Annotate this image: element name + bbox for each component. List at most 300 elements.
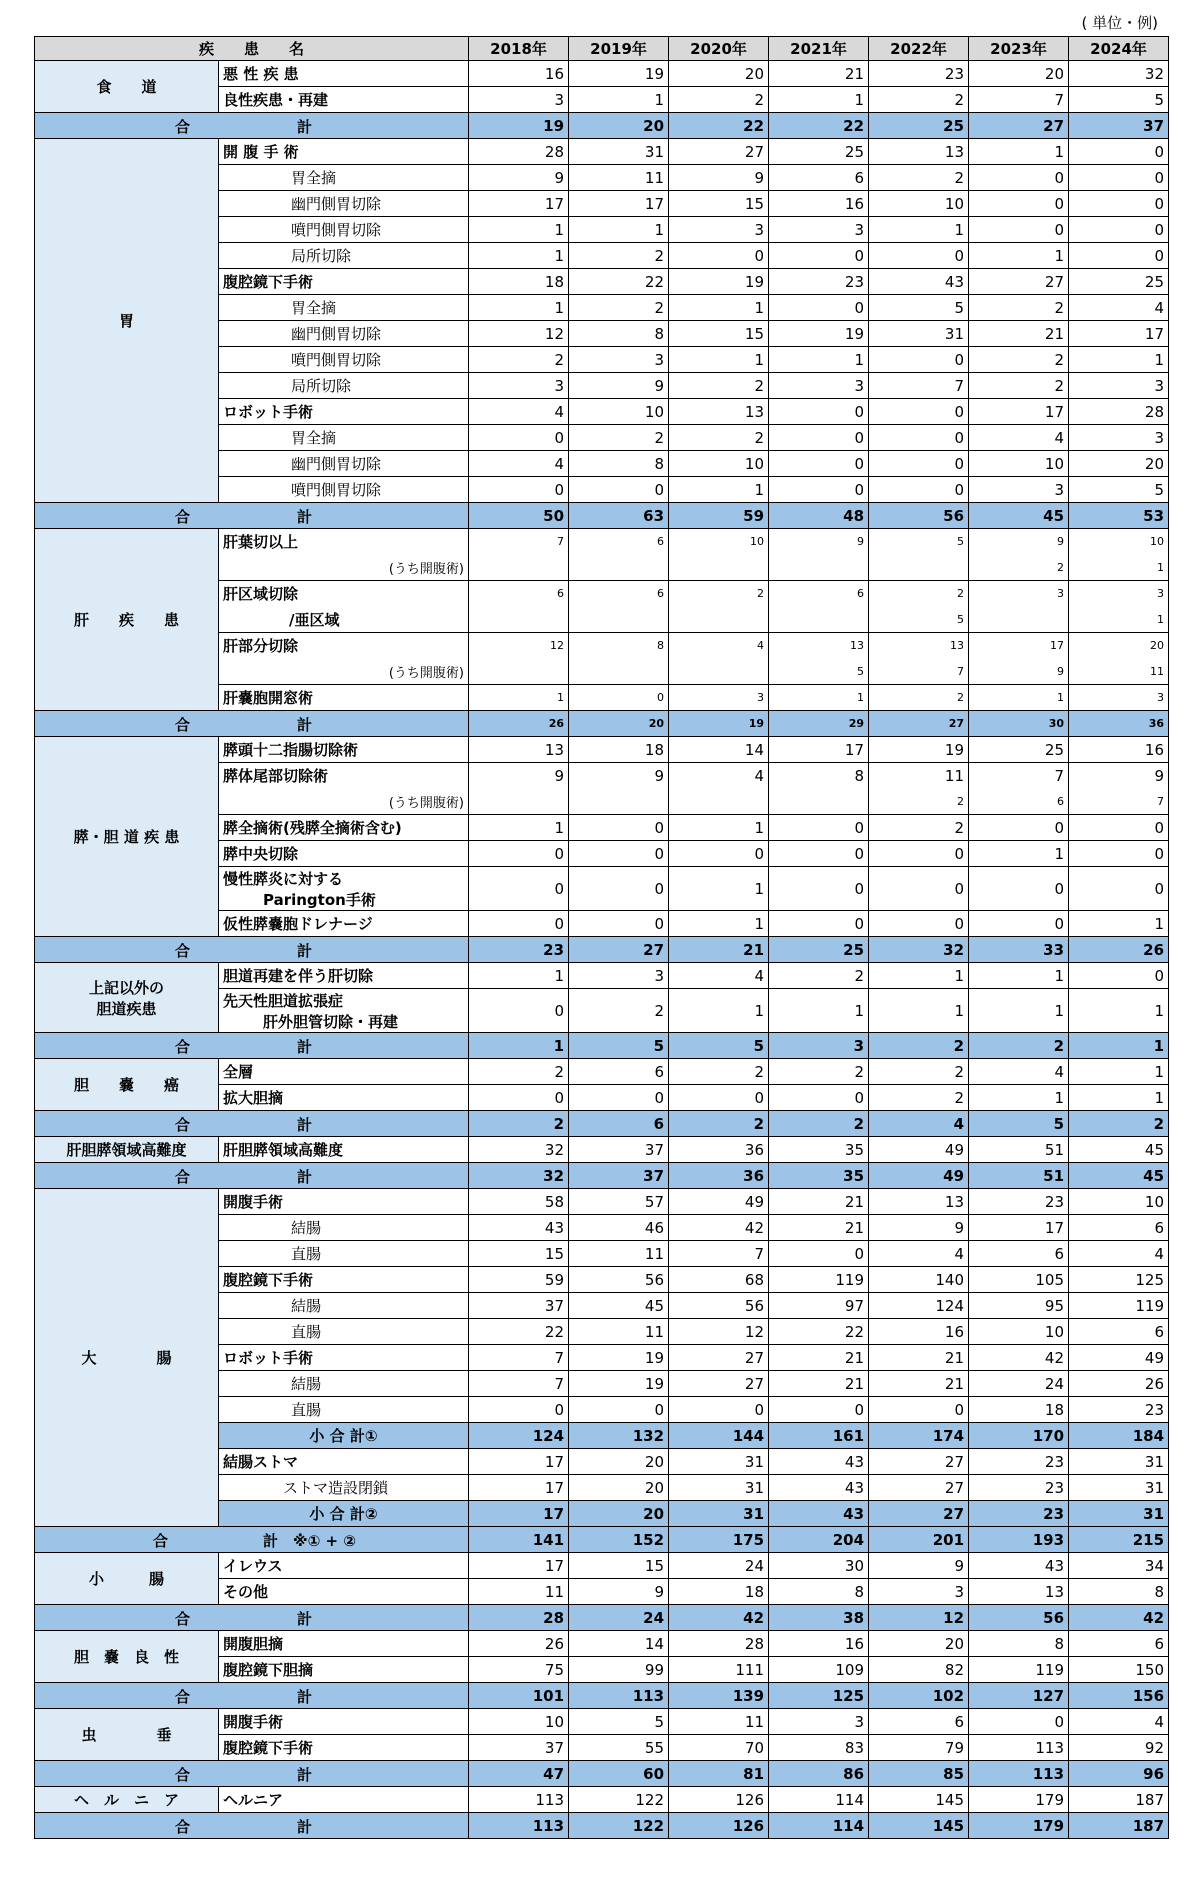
value-cell: 0 [969, 191, 1069, 217]
value-cell: 124 [869, 1293, 969, 1319]
total-label-right: 計 [297, 118, 313, 136]
row-label: その他 [219, 1579, 469, 1605]
value-cell: 1 [669, 911, 769, 937]
value-cell: 6 [569, 581, 669, 607]
value-cell: 5 [869, 295, 969, 321]
value-cell: 46 [569, 1215, 669, 1241]
value-cell: 113 [969, 1735, 1069, 1761]
row-label [219, 867, 469, 911]
value-cell: 12 [669, 1319, 769, 1345]
total-value: 38 [769, 1605, 869, 1631]
surgery-statistics-table [34, 36, 1169, 1839]
value-cell: 92 [1069, 1735, 1169, 1761]
value-cell: 45 [1069, 1137, 1169, 1163]
row-label: 肝区域切除 [219, 581, 469, 607]
value-cell: 10 [669, 529, 769, 555]
value-cell: 4 [869, 1241, 969, 1267]
row-label: ロボット手術 [219, 1345, 469, 1371]
total-value: 59 [669, 503, 769, 529]
value-cell: 0 [1069, 841, 1169, 867]
value-cell: 3 [569, 347, 669, 373]
row-label: 肝部分切除 [219, 633, 469, 659]
total-value: 85 [869, 1761, 969, 1787]
value-cell: 125 [1069, 1267, 1169, 1293]
table-row [35, 1709, 1169, 1735]
value-cell: 12 [469, 321, 569, 347]
value-cell: 55 [569, 1735, 669, 1761]
value-cell: 2 [569, 295, 669, 321]
value-cell: 25 [1069, 269, 1169, 295]
value-cell: 31 [669, 1501, 769, 1527]
row-label [219, 989, 469, 1033]
value-cell: 122 [569, 1787, 669, 1813]
value-cell: 20 [569, 1449, 669, 1475]
value-cell: 0 [769, 477, 869, 503]
value-cell: 21 [769, 1189, 869, 1215]
unit-label: ( 単位・例) [1081, 14, 1158, 32]
total-value: 125 [769, 1683, 869, 1709]
value-cell: 7 [869, 659, 969, 685]
value-cell: 6 [769, 165, 869, 191]
total-value: 113 [469, 1813, 569, 1839]
value-cell: 3 [969, 477, 1069, 503]
value-cell: 95 [969, 1293, 1069, 1319]
total-value: 20 [569, 113, 669, 139]
value-cell: 20 [569, 1501, 669, 1527]
total-value: 6 [569, 1111, 669, 1137]
row-label: 胃全摘 [219, 295, 469, 321]
total-label-right: 計 [297, 1168, 313, 1186]
value-cell [669, 607, 769, 633]
row-label: 結腸 [219, 1293, 469, 1319]
total-value: 24 [569, 1605, 669, 1631]
value-cell: 34 [1069, 1553, 1169, 1579]
value-cell: 16 [769, 191, 869, 217]
value-cell: 6 [1069, 1215, 1169, 1241]
value-cell: 6 [769, 581, 869, 607]
row-label: 噴門側胃切除 [219, 217, 469, 243]
total-value: 2 [769, 1111, 869, 1137]
value-cell: 19 [669, 269, 769, 295]
value-cell: 3 [769, 1709, 869, 1735]
value-cell: 27 [869, 1449, 969, 1475]
row-label: 結腸 [219, 1215, 469, 1241]
total-label-right: 計 [297, 942, 313, 960]
value-cell: 11 [569, 1319, 669, 1345]
row-label: ヘルニア [219, 1787, 469, 1813]
total-label-right: 計 ※① + ② [263, 1532, 356, 1550]
value-cell [569, 789, 669, 815]
value-cell: 6 [569, 529, 669, 555]
value-cell: 7 [1069, 789, 1169, 815]
value-cell: 2 [669, 581, 769, 607]
row-label: 結腸ストマ [219, 1449, 469, 1475]
value-cell: 31 [669, 1449, 769, 1475]
value-cell: 21 [769, 61, 869, 87]
value-cell: 49 [869, 1137, 969, 1163]
category-name: 上記以外の [88, 978, 164, 997]
value-cell: 23 [969, 1449, 1069, 1475]
value-cell: 1 [869, 963, 969, 989]
total-value: 37 [1069, 113, 1169, 139]
value-cell: 14 [569, 1631, 669, 1657]
row-label: ストマ造設閉鎖 [219, 1475, 469, 1501]
value-cell: 17 [969, 1215, 1069, 1241]
value-cell: 145 [869, 1787, 969, 1813]
value-cell: 35 [769, 1137, 869, 1163]
total-value: 51 [969, 1163, 1069, 1189]
value-cell: 124 [469, 1423, 569, 1449]
value-cell: 0 [569, 841, 669, 867]
value-cell: 1 [669, 295, 769, 321]
row-label: 噴門側胃切除 [219, 347, 469, 373]
total-row [35, 1033, 1169, 1059]
value-cell: 9 [969, 529, 1069, 555]
value-cell: 51 [969, 1137, 1069, 1163]
value-cell: 3 [669, 685, 769, 711]
value-cell: 19 [569, 1371, 669, 1397]
value-cell: 17 [769, 737, 869, 763]
total-row [35, 1527, 1169, 1553]
value-cell: 6 [1069, 1631, 1169, 1657]
row-label: (うち開腹術) [219, 789, 469, 815]
value-cell: 0 [469, 841, 569, 867]
value-cell: 0 [769, 815, 869, 841]
value-cell: 105 [969, 1267, 1069, 1293]
row-label: 幽門側胃切除 [219, 321, 469, 347]
row-label-line1: 慢性膵炎に対する [223, 869, 344, 888]
value-cell: 1 [1069, 989, 1169, 1033]
total-row [35, 1163, 1169, 1189]
value-cell: 0 [469, 911, 569, 937]
value-cell: 43 [769, 1501, 869, 1527]
value-cell [769, 789, 869, 815]
category-name: 肝胆膵領域高難度 [66, 1141, 187, 1159]
total-label [35, 1111, 469, 1137]
value-cell: 24 [969, 1371, 1069, 1397]
total-value: 101 [469, 1683, 569, 1709]
value-cell: 5 [569, 1709, 669, 1735]
value-cell: 161 [769, 1423, 869, 1449]
value-cell: 13 [869, 633, 969, 659]
total-value: 48 [769, 503, 869, 529]
value-cell: 32 [1069, 61, 1169, 87]
value-cell: 25 [969, 737, 1069, 763]
value-cell: 36 [669, 1137, 769, 1163]
value-cell: 13 [669, 399, 769, 425]
value-cell: 17 [469, 191, 569, 217]
value-cell: 31 [669, 1475, 769, 1501]
row-label: 膵体尾部切除術 [219, 763, 469, 789]
value-cell: 18 [669, 1579, 769, 1605]
value-cell: 13 [869, 139, 969, 165]
value-cell: 126 [669, 1787, 769, 1813]
value-cell: 18 [569, 737, 669, 763]
value-cell: 4 [969, 1059, 1069, 1085]
value-cell [469, 789, 569, 815]
total-value: 2 [469, 1111, 569, 1137]
value-cell: 19 [569, 1345, 669, 1371]
value-cell [469, 659, 569, 685]
value-cell: 20 [1069, 633, 1169, 659]
value-cell: 17 [469, 1553, 569, 1579]
row-label: 膵中央切除 [219, 841, 469, 867]
value-cell: 2 [869, 165, 969, 191]
value-cell: 14 [669, 737, 769, 763]
row-label: 直腸 [219, 1319, 469, 1345]
value-cell: 1 [669, 347, 769, 373]
value-cell: 23 [1069, 1397, 1169, 1423]
value-cell: 0 [569, 477, 669, 503]
value-cell: 9 [469, 165, 569, 191]
value-cell: 119 [1069, 1293, 1169, 1319]
total-value: 49 [869, 1163, 969, 1189]
value-cell: 13 [769, 633, 869, 659]
value-cell: 0 [469, 477, 569, 503]
value-cell: 1 [569, 217, 669, 243]
value-cell: 11 [669, 1709, 769, 1735]
value-cell: 1 [869, 989, 969, 1033]
value-cell: 1 [769, 685, 869, 711]
category-name: 膵・胆 道 疾 患 [73, 828, 180, 846]
category-cell [35, 1631, 219, 1683]
value-cell: 2 [669, 1059, 769, 1085]
value-cell [669, 789, 769, 815]
value-cell: 21 [769, 1215, 869, 1241]
value-cell: 1 [1069, 347, 1169, 373]
value-cell: 12 [469, 633, 569, 659]
total-value: 32 [869, 937, 969, 963]
value-cell: 2 [869, 87, 969, 113]
total-value: 5 [969, 1111, 1069, 1137]
value-cell: 15 [569, 1553, 669, 1579]
total-value: 113 [969, 1761, 1069, 1787]
value-cell: 16 [1069, 737, 1169, 763]
value-cell: 1 [469, 217, 569, 243]
total-value: 29 [769, 711, 869, 737]
value-cell: 0 [769, 841, 869, 867]
value-cell: 0 [469, 1397, 569, 1423]
total-label-right: 計 [297, 508, 313, 526]
value-cell: 0 [869, 477, 969, 503]
total-value: 81 [669, 1761, 769, 1787]
value-cell: 4 [669, 763, 769, 789]
value-cell: 31 [1069, 1475, 1169, 1501]
value-cell: 1 [769, 989, 869, 1033]
value-cell: 27 [869, 1475, 969, 1501]
value-cell: 0 [869, 841, 969, 867]
value-cell: 2 [869, 1059, 969, 1085]
value-cell: 114 [769, 1787, 869, 1813]
category-name-line2: 胆道疾患 [96, 999, 157, 1018]
total-value: 42 [1069, 1605, 1169, 1631]
category-name: ヘ ル ニ ア [73, 1791, 179, 1809]
value-cell: 3 [469, 87, 569, 113]
value-cell: 2 [969, 347, 1069, 373]
value-cell: 1 [969, 963, 1069, 989]
value-cell [769, 555, 869, 581]
value-cell: 28 [669, 1631, 769, 1657]
value-cell: 132 [569, 1423, 669, 1449]
row-label: 小 合 計② [219, 1501, 469, 1527]
value-cell: 3 [869, 1579, 969, 1605]
total-label-left: 合 [175, 716, 191, 734]
value-cell: 1 [1069, 607, 1169, 633]
value-cell: 144 [669, 1423, 769, 1449]
value-cell: 11 [469, 1579, 569, 1605]
value-cell: 15 [469, 1241, 569, 1267]
row-label: (うち開腹術) [219, 555, 469, 581]
value-cell [669, 659, 769, 685]
total-value: 114 [769, 1813, 869, 1839]
value-cell: 111 [669, 1657, 769, 1683]
total-value: 2 [869, 1033, 969, 1059]
total-value: 4 [869, 1111, 969, 1137]
value-cell: 0 [869, 867, 969, 911]
total-value: 102 [869, 1683, 969, 1709]
value-cell: 23 [969, 1189, 1069, 1215]
value-cell: 0 [669, 243, 769, 269]
value-cell [469, 607, 569, 633]
value-cell: 1 [769, 347, 869, 373]
value-cell: 26 [1069, 1371, 1169, 1397]
value-cell: 6 [969, 789, 1069, 815]
table-row [35, 61, 1169, 87]
header-year: 2022年 [869, 37, 969, 61]
value-cell: 23 [969, 1501, 1069, 1527]
value-cell: 2 [569, 989, 669, 1033]
row-label: 噴門側胃切除 [219, 477, 469, 503]
table-row [35, 1553, 1169, 1579]
value-cell: 37 [469, 1735, 569, 1761]
value-cell: 10 [669, 451, 769, 477]
total-value: 35 [769, 1163, 869, 1189]
value-cell: 1 [469, 243, 569, 269]
total-value: 96 [1069, 1761, 1169, 1787]
value-cell: 4 [669, 633, 769, 659]
value-cell: 10 [1069, 529, 1169, 555]
value-cell: 17 [1069, 321, 1169, 347]
value-cell: 184 [1069, 1423, 1169, 1449]
value-cell: 56 [669, 1293, 769, 1319]
value-cell: 0 [769, 243, 869, 269]
value-cell: 79 [869, 1735, 969, 1761]
value-cell: 0 [1069, 217, 1169, 243]
value-cell: 0 [969, 1709, 1069, 1735]
value-cell: 2 [869, 1085, 969, 1111]
value-cell: 31 [1069, 1501, 1169, 1527]
value-cell: 3 [569, 963, 669, 989]
value-cell: 3 [769, 373, 869, 399]
value-cell: 31 [869, 321, 969, 347]
value-cell [569, 607, 669, 633]
total-value: 122 [569, 1813, 669, 1839]
value-cell: 28 [1069, 399, 1169, 425]
value-cell: 113 [469, 1787, 569, 1813]
value-cell: 13 [469, 737, 569, 763]
value-cell: 0 [969, 165, 1069, 191]
total-value: 47 [469, 1761, 569, 1787]
value-cell: 82 [869, 1657, 969, 1683]
row-label: 腹腔鏡下手術 [219, 269, 469, 295]
value-cell: 0 [469, 989, 569, 1033]
total-label-left: 合 [153, 1532, 169, 1550]
total-value: 22 [669, 113, 769, 139]
value-cell: 140 [869, 1267, 969, 1293]
value-cell: 59 [469, 1267, 569, 1293]
value-cell: 17 [469, 1501, 569, 1527]
table-row [35, 1787, 1169, 1813]
value-cell: 4 [969, 425, 1069, 451]
value-cell: 16 [869, 1319, 969, 1345]
value-cell: 2 [469, 1059, 569, 1085]
total-label-right: 計 [297, 1818, 313, 1836]
value-cell: 0 [469, 867, 569, 911]
header-year: 2018年 [469, 37, 569, 61]
row-label: 開腹胆摘 [219, 1631, 469, 1657]
value-cell [669, 555, 769, 581]
total-value: 3 [769, 1033, 869, 1059]
value-cell: 0 [869, 1397, 969, 1423]
row-label: 腹腔鏡下胆摘 [219, 1657, 469, 1683]
total-value: 21 [669, 937, 769, 963]
value-cell: 0 [1069, 139, 1169, 165]
value-cell: 21 [869, 1371, 969, 1397]
row-label: 肝嚢胞開窓術 [219, 685, 469, 711]
value-cell: 0 [869, 425, 969, 451]
row-label: 開腹手術 [219, 1189, 469, 1215]
category-cell [35, 737, 219, 937]
value-cell: 1 [1069, 911, 1169, 937]
category-name: 小 腸 [88, 1570, 164, 1588]
value-cell: 43 [769, 1475, 869, 1501]
value-cell: 2 [469, 347, 569, 373]
total-row [35, 503, 1169, 529]
value-cell: 1 [469, 685, 569, 711]
total-value: 5 [569, 1033, 669, 1059]
value-cell: 0 [969, 217, 1069, 243]
total-value: 33 [969, 937, 1069, 963]
value-cell: 2 [769, 963, 869, 989]
total-value: 139 [669, 1683, 769, 1709]
header-year: 2021年 [769, 37, 869, 61]
value-cell: 170 [969, 1423, 1069, 1449]
total-value: 28 [469, 1605, 569, 1631]
value-cell: 58 [469, 1189, 569, 1215]
value-cell: 6 [1069, 1319, 1169, 1345]
total-row [35, 1683, 1169, 1709]
row-label: 開腹手術 [219, 1709, 469, 1735]
value-cell: 1 [1069, 1059, 1169, 1085]
row-label: 膵全摘術(残膵全摘術含む) [219, 815, 469, 841]
value-cell: 2 [869, 789, 969, 815]
row-label: 結腸 [219, 1371, 469, 1397]
total-value: 2 [669, 1111, 769, 1137]
value-cell: 21 [769, 1371, 869, 1397]
value-cell [569, 659, 669, 685]
value-cell: 1 [669, 867, 769, 911]
value-cell: 0 [769, 425, 869, 451]
value-cell: 0 [569, 1397, 669, 1423]
total-label-right: 計 [297, 1038, 313, 1056]
category-name: 肝 疾 患 [73, 611, 179, 629]
value-cell: 37 [569, 1137, 669, 1163]
row-label: 腹腔鏡下手術 [219, 1735, 469, 1761]
total-label [35, 1033, 469, 1059]
value-cell: 15 [669, 191, 769, 217]
total-value: 2 [1069, 1111, 1169, 1137]
total-row [35, 113, 1169, 139]
